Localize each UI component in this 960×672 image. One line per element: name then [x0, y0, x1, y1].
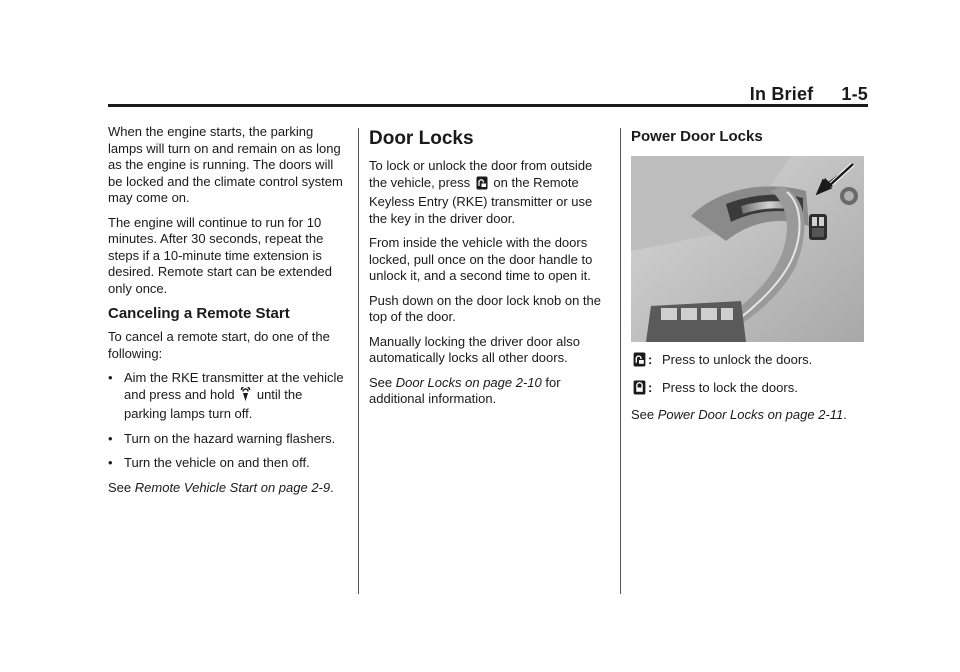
- bullet-icon: •: [108, 370, 113, 385]
- column-divider-1: [358, 128, 359, 594]
- section-heading: Power Door Locks: [631, 128, 763, 145]
- header-rule: [108, 104, 868, 107]
- door-panel-photo: [631, 156, 864, 342]
- unlock-legend: : Press to unlock the doors.: [631, 352, 868, 372]
- section-heading: Door Locks: [369, 128, 474, 149]
- column-divider-2: [620, 128, 621, 594]
- list-item: • Aim the RKE transmitter at the vehicle and press and hold until the parking lamps turn off.: [108, 370, 344, 421]
- paragraph: When the engine starts, the parking lamps will turn on and remain on as long as the engine is running. The doors will be locked and the climate control system may come on.: [108, 124, 343, 205]
- list-item: • Turn on the hazard warning flashers.: [108, 430, 336, 446]
- lock-icon: [633, 380, 646, 400]
- cross-reference: See Power Door Locks on page 2-11.: [631, 407, 847, 422]
- cross-reference: See Door Locks on page 2-10 for additional information.: [369, 374, 561, 406]
- pointer-arrow-icon: [815, 162, 855, 196]
- bullet-icon: •: [108, 430, 113, 446]
- reference-link[interactable]: Remote Vehicle Start on page 2-9: [134, 479, 331, 495]
- unlock-icon: [633, 352, 646, 372]
- unlock-description: Press to unlock the doors.: [661, 352, 813, 367]
- cross-reference: See Remote Vehicle Start on page 2-9.: [108, 479, 334, 495]
- paragraph: Manually locking the driver door also automatically locks all other doors.: [369, 333, 580, 365]
- remote-start-icon: [240, 387, 251, 407]
- reference-link[interactable]: Power Door Locks on page 2-11: [657, 407, 844, 422]
- paragraph: Push down on the door lock knob on the top of the door.: [369, 292, 601, 324]
- unlock-icon: [476, 176, 488, 195]
- section-title: In Brief: [749, 84, 814, 104]
- list-item: • Turn the vehicle on and then off.: [108, 455, 310, 470]
- bullet-icon: •: [108, 455, 113, 470]
- paragraph: The engine will continue to run for 10 minutes. After 30 seconds, repeat the steps if a 10-minute time extension is desired. Remote start can be extended only once.: [108, 214, 333, 296]
- lock-description: Press to lock the doors.: [661, 379, 798, 395]
- page-header: [108, 84, 868, 106]
- page-number: 1-5: [841, 84, 868, 104]
- header-title: [750, 84, 868, 105]
- column-3: [631, 124, 868, 432]
- reference-link[interactable]: Door Locks on page 2-10: [395, 374, 542, 390]
- column-1: [108, 124, 348, 504]
- section-heading: Canceling a Remote Start: [108, 305, 290, 322]
- paragraph: To lock or unlock the door from outside the vehicle, press on the Remote Keyless Entry (RKE) transmitter or use the key in the driver door.: [369, 158, 593, 226]
- paragraph: To cancel a remote start, do one of the following:: [108, 329, 330, 361]
- paragraph: From inside the vehicle with the doors locked, pull once on the door handle to unlock it, and a second time to open it.: [369, 235, 593, 283]
- column-2: [369, 124, 607, 416]
- lock-legend: : Press to lock the doors.: [631, 380, 868, 400]
